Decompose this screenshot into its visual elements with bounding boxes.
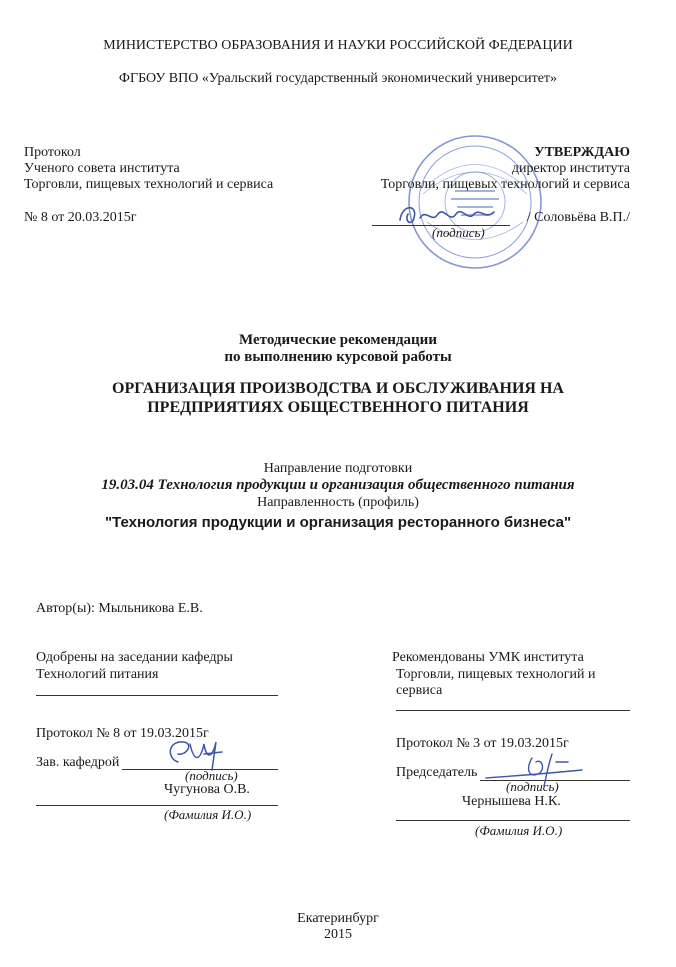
protocol-label: Протокол (24, 145, 81, 160)
protocol-council: Ученого совета института (24, 161, 180, 176)
direction-value: 19.03.04 Технология продукции и организация общественного питания (101, 477, 575, 493)
approve-position: директор института (511, 161, 630, 176)
chair-label: Председатель (396, 765, 478, 780)
chair-name-caption: (Фамилия И.О.) (475, 823, 563, 838)
head-name-line (36, 805, 278, 806)
chair-signature-caption: (подпись) (506, 779, 559, 794)
profile-label: Направленность (профиль) (257, 495, 419, 510)
doc-title-line1: Методические рекомендации (239, 332, 437, 348)
left-approval-divider (36, 695, 278, 696)
footer-year: 2015 (324, 927, 352, 942)
subject-line2: ПРЕДПРИЯТИЯХ ОБЩЕСТВЕННОГО ПИТАНИЯ (147, 399, 529, 416)
university-header: ФГБОУ ВПО «Уральский государственный экономический университет» (118, 71, 558, 86)
left-approval-line2: Технологий питания (36, 667, 159, 682)
direction-label: Направление подготовки (263, 461, 413, 476)
head-name: Чугунова О.В. (164, 782, 250, 797)
approve-institute: Торговли, пищевых технологий и сервиса (380, 177, 630, 192)
approve-title: УТВЕРЖДАЮ (534, 145, 630, 160)
head-of-department-label: Зав. кафедрой (36, 755, 120, 770)
right-approval-line2: Торговли, пищевых технологий и (396, 667, 596, 682)
left-approval-line1: Одобрены на заседании кафедры (36, 650, 233, 665)
right-approval-line3: сервиса (396, 683, 443, 698)
head-signature-caption: (подпись) (185, 768, 238, 783)
approve-name: / Соловьёва В.П./ (526, 210, 630, 225)
profile-value: "Технология продукции и организация ресторанного бизнеса" (104, 514, 572, 531)
subject-line1: ОРГАНИЗАЦИЯ ПРОИЗВОДСТВА И ОБСЛУЖИВАНИЯ НА (112, 380, 564, 397)
footer-city: Екатеринбург (297, 911, 379, 926)
right-approval-protocol: Протокол № 3 от 19.03.2015г (396, 736, 569, 751)
left-approval-protocol: Протокол № 8 от 19.03.2015г (36, 726, 209, 741)
chair-name: Чернышева Н.К. (462, 794, 561, 809)
author-line: Автор(ы): Мыльникова Е.В. (36, 601, 203, 616)
protocol-institute: Торговли, пищевых технологий и сервиса (24, 177, 274, 192)
doc-title-line2: по выполнению курсовой работы (224, 349, 452, 365)
ministry-header: МИНИСТЕРСТВО ОБРАЗОВАНИЯ И НАУКИ РОССИЙСКОЙ ФЕДЕРАЦИИ (103, 38, 573, 53)
head-name-caption: (Фамилия И.О.) (164, 807, 252, 822)
approve-signature-caption: (подпись) (432, 225, 485, 240)
chair-name-line (396, 820, 630, 821)
right-approval-divider (396, 710, 630, 711)
right-approval-line1: Рекомендованы УМК института (392, 650, 584, 665)
protocol-number: № 8 от 20.03.2015г (24, 210, 137, 225)
